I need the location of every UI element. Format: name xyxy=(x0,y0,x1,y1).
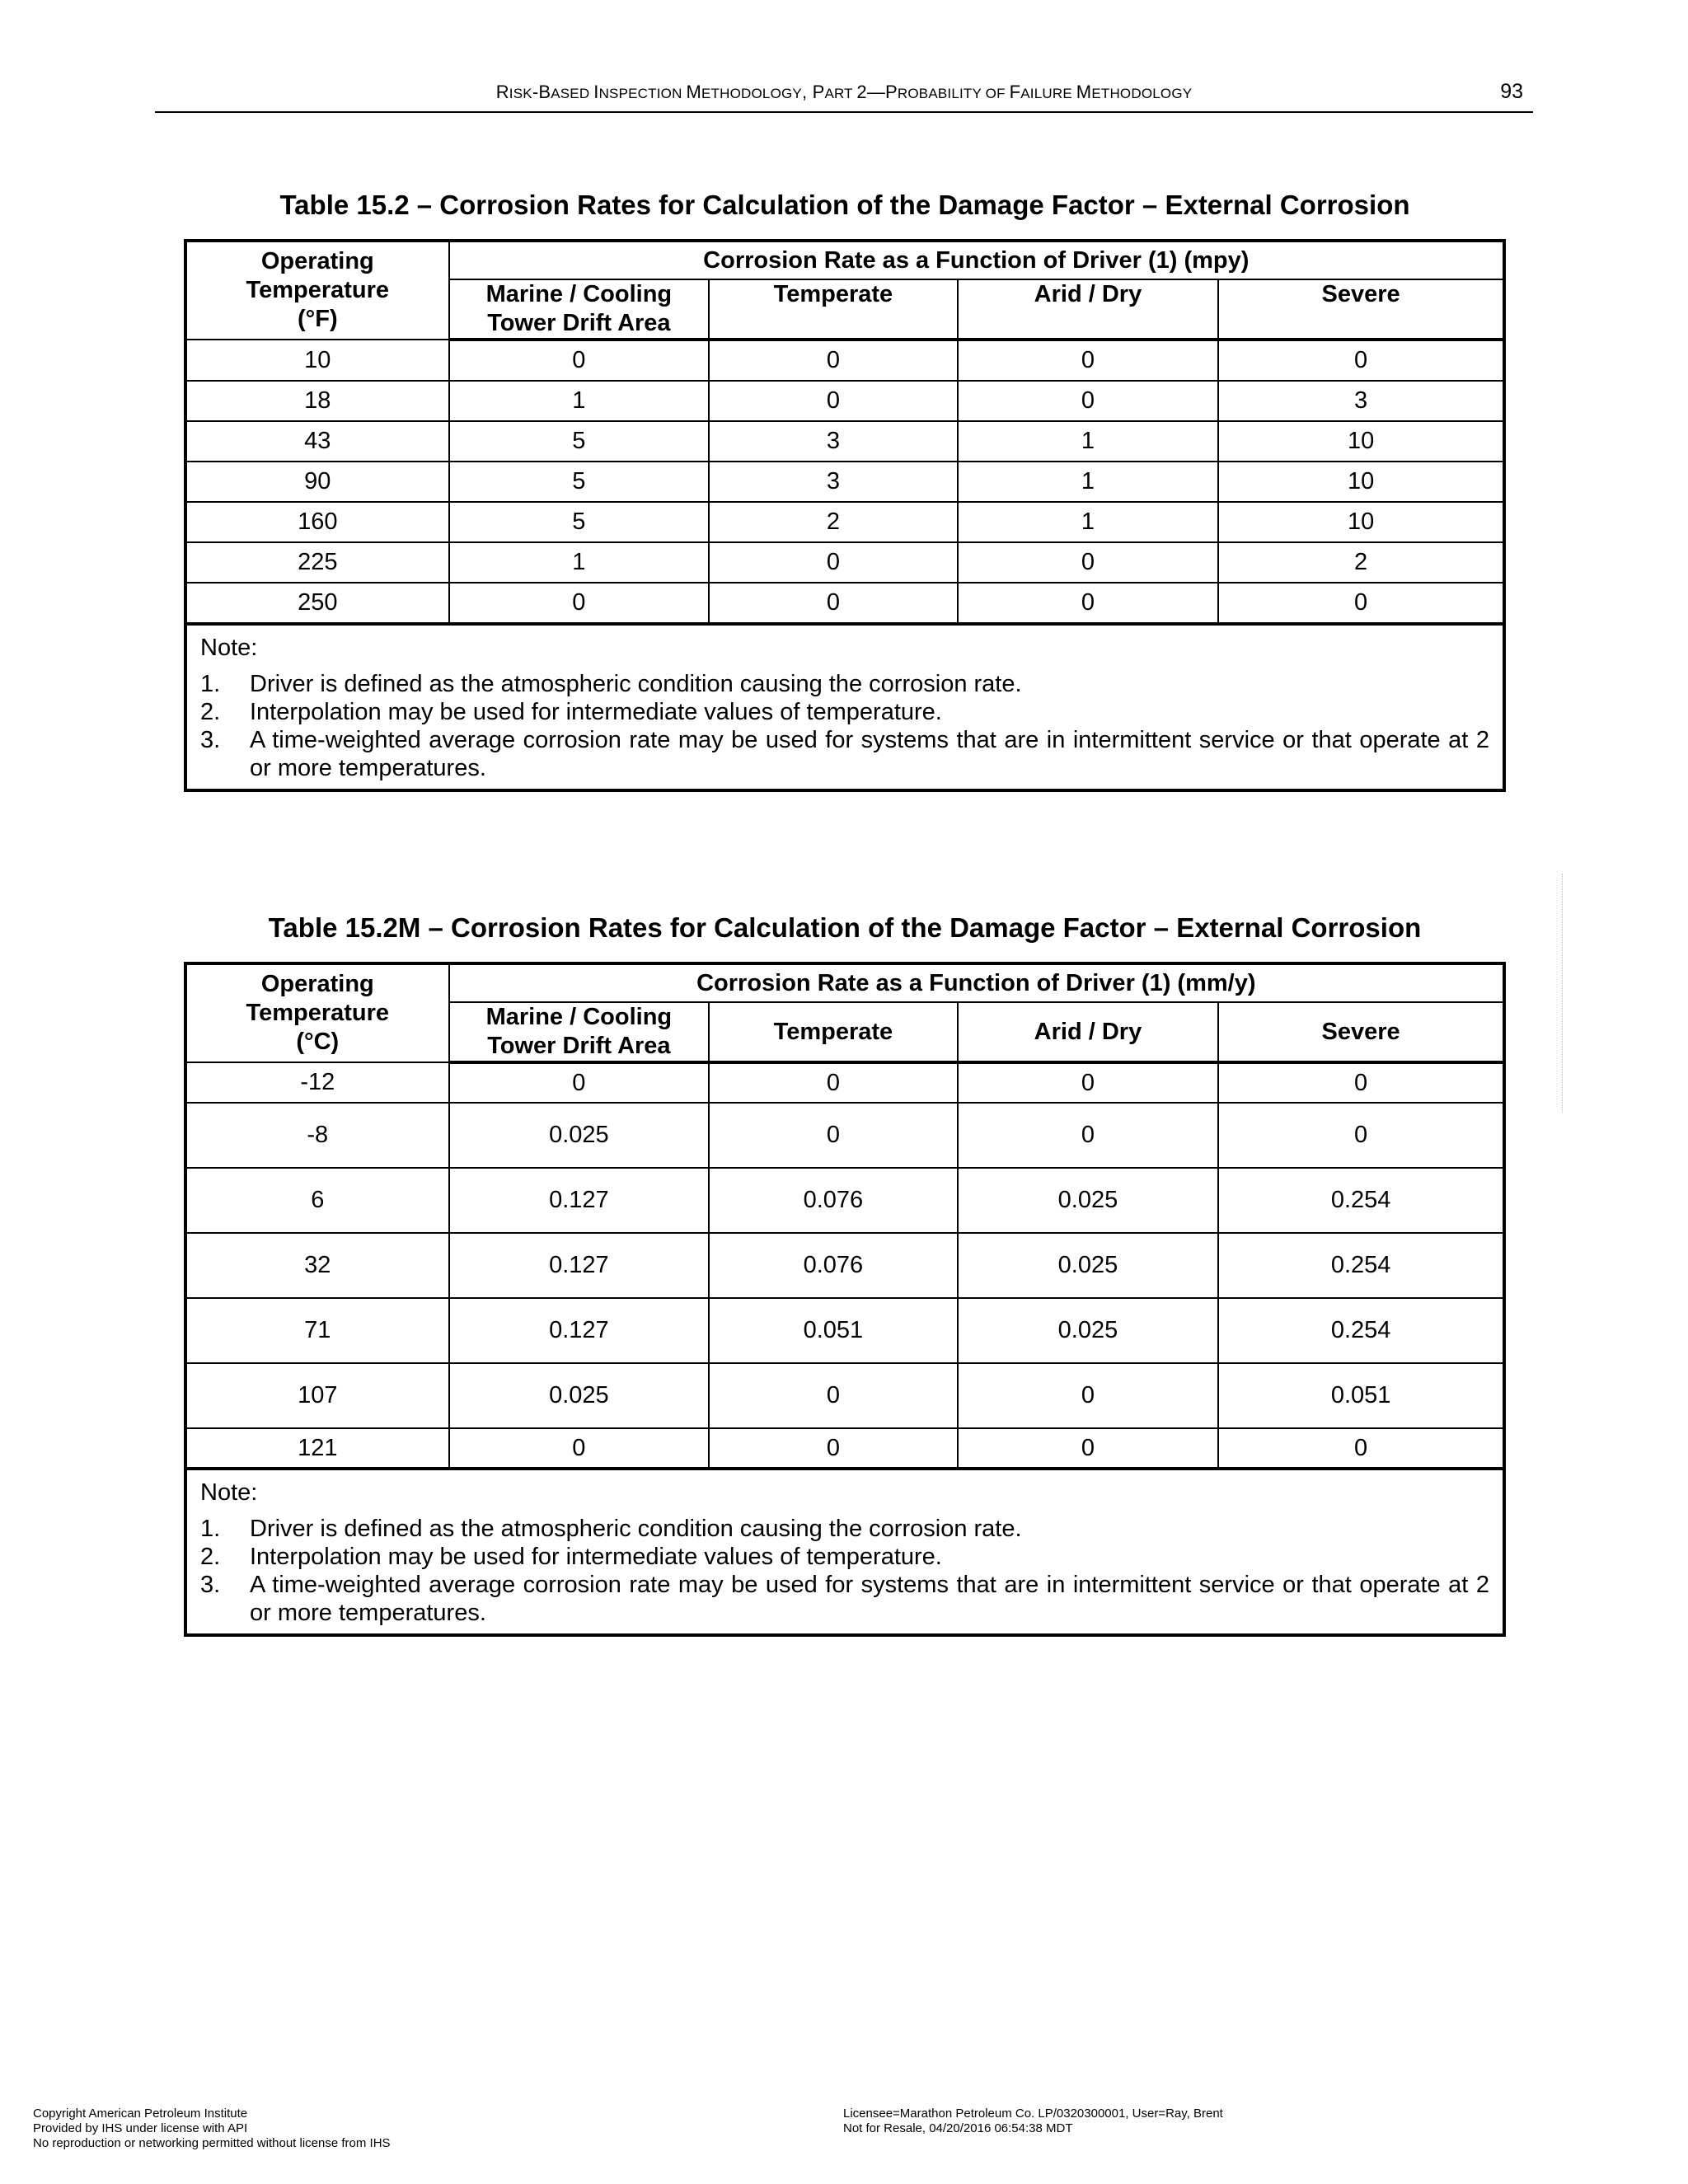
running-header xyxy=(155,78,1533,113)
table-row xyxy=(185,1363,1504,1428)
header-title-part: ASED xyxy=(551,86,594,101)
rate-cell: 0.025 xyxy=(958,1298,1219,1363)
note-text: Interpolation may be used for intermediate values of temperature. xyxy=(250,1544,942,1570)
table1-note-list xyxy=(200,670,1489,782)
rate-cell: 0.025 xyxy=(449,1103,710,1168)
header-title-part: M xyxy=(1076,82,1092,102)
temperature-cell: 32 xyxy=(185,1233,449,1298)
temperature-cell: -12 xyxy=(185,1062,449,1103)
note-text: A time-weighted average corrosion rate may be used for systems that are in intermittent service or that operate at 2 or more temperatures. xyxy=(250,727,1489,781)
table-row xyxy=(185,502,1504,542)
rate-cell: 0 xyxy=(709,1363,958,1428)
rate-cell: 0.127 xyxy=(449,1168,710,1233)
header-title-part: I xyxy=(593,82,599,102)
note-item xyxy=(200,698,1489,726)
note-number: 1. xyxy=(200,1516,221,1542)
rate-cell: 2 xyxy=(1218,542,1504,583)
temperature-cell: 225 xyxy=(185,542,449,583)
rate-cell: 0.254 xyxy=(1218,1233,1504,1298)
rate-cell: 0 xyxy=(449,1428,710,1469)
footer-line: No reproduction or networking permitted without license from IHS xyxy=(33,2136,391,2150)
rate-cell: 0 xyxy=(958,1363,1219,1428)
rate-cell: 0 xyxy=(958,1103,1219,1168)
rate-cell: 1 xyxy=(958,462,1219,502)
table-row xyxy=(185,1103,1504,1168)
header-line: (°F) xyxy=(297,306,338,332)
table-row xyxy=(185,421,1504,462)
rate-cell: 0 xyxy=(709,1428,958,1469)
rate-cell: 1 xyxy=(958,421,1219,462)
table1-col-marine: Marine / Cooling Tower Drift Area xyxy=(449,279,710,340)
rate-cell: 0.127 xyxy=(449,1298,710,1363)
rate-cell: 0.051 xyxy=(709,1298,958,1363)
footer-line: Provided by IHS under license with API xyxy=(33,2121,248,2135)
table2-corrosion-rates-mmy xyxy=(184,962,1506,1637)
temperature-cell: 90 xyxy=(185,462,449,502)
header-title-part: -B xyxy=(532,82,551,102)
table-row xyxy=(185,340,1504,381)
note-text: Driver is defined as the atmospheric condition causing the corrosion rate. xyxy=(250,1516,1022,1542)
temperature-cell: 43 xyxy=(185,421,449,462)
footer-license xyxy=(843,2107,1223,2136)
header-title-part: ETHODOLOGY xyxy=(1091,86,1193,101)
rate-cell: 0 xyxy=(709,542,958,583)
header-title-part: R xyxy=(495,82,509,102)
table2-note-list xyxy=(200,1515,1489,1627)
table-row xyxy=(185,583,1504,624)
table1-col-temperate: Temperate xyxy=(709,279,958,340)
header-title-part: ETHODOLOGY xyxy=(701,86,802,101)
temperature-cell: 250 xyxy=(185,583,449,624)
page-number: 93 xyxy=(1500,80,1523,103)
rate-cell: 0.254 xyxy=(1218,1298,1504,1363)
rate-cell: 0 xyxy=(958,381,1219,421)
footer-line: Copyright American Petroleum Institute xyxy=(33,2107,248,2121)
rate-cell: 0 xyxy=(449,583,710,624)
rate-cell: 3 xyxy=(709,462,958,502)
note-text: Interpolation may be used for intermediate values of temperature. xyxy=(250,699,942,725)
margin-watermark-mark xyxy=(1562,874,1566,1113)
table1-note-label: Note: xyxy=(200,635,258,661)
header-title-part: OF xyxy=(985,86,1010,101)
table-row xyxy=(185,1233,1504,1298)
note-text: Driver is defined as the atmospheric condition causing the corrosion rate. xyxy=(250,671,1022,697)
rate-cell: 5 xyxy=(449,421,710,462)
note-text: A time-weighted average corrosion rate may be used for systems that are in intermittent service or that operate at 2 or more temperatures. xyxy=(250,1572,1489,1626)
header-line: Temperature xyxy=(246,277,390,303)
temperature-cell: 107 xyxy=(185,1363,449,1428)
rate-cell: 0.076 xyxy=(709,1168,958,1233)
note-number: 2. xyxy=(200,1544,221,1570)
rate-cell: 0 xyxy=(1218,1103,1504,1168)
table2-col-arid: Arid / Dry xyxy=(958,1002,1219,1062)
temperature-cell: -8 xyxy=(185,1103,449,1168)
table1-col-severe: Severe xyxy=(1218,279,1504,340)
note-item xyxy=(200,1571,1489,1627)
table2-group-header: Corrosion Rate as a Function of Driver (1) (mm/y) xyxy=(449,963,1504,1002)
note-item xyxy=(200,1515,1489,1543)
rate-cell: 0.076 xyxy=(709,1233,958,1298)
note-number: 2. xyxy=(200,699,221,725)
header-title-part: ROBABILITY xyxy=(897,86,986,101)
rate-cell: 0.025 xyxy=(958,1233,1219,1298)
rate-cell: 0.051 xyxy=(1218,1363,1504,1428)
table1-col-arid: Arid / Dry xyxy=(958,279,1219,340)
rate-cell: 0 xyxy=(709,340,958,381)
header-line: Operating xyxy=(260,248,374,274)
header-title-part: NSPECTION xyxy=(598,86,687,101)
temperature-cell: 121 xyxy=(185,1428,449,1469)
rate-cell: 0 xyxy=(709,583,958,624)
rate-cell: 0 xyxy=(449,340,710,381)
running-header-title xyxy=(155,82,1533,103)
rate-cell: 0 xyxy=(709,381,958,421)
note-item xyxy=(200,670,1489,698)
header-line: Temperature xyxy=(246,1000,390,1026)
rate-cell: 10 xyxy=(1218,462,1504,502)
footer-line: Licensee=Marathon Petroleum Co. LP/0320300001, User=Ray, Brent xyxy=(843,2107,1223,2121)
footer-copyright xyxy=(33,2107,391,2151)
header-line: Operating xyxy=(260,971,374,997)
rate-cell: 0.025 xyxy=(958,1168,1219,1233)
rate-cell: 1 xyxy=(958,502,1219,542)
table2-col-operating-temperature xyxy=(185,963,449,1062)
table2-notes xyxy=(185,1469,1504,1635)
rate-cell: 10 xyxy=(1218,502,1504,542)
table-row xyxy=(185,542,1504,583)
header-title-part: , P xyxy=(801,82,825,102)
table-row xyxy=(185,462,1504,502)
rate-cell: 0 xyxy=(958,583,1219,624)
rate-cell: 0.254 xyxy=(1218,1168,1504,1233)
temperature-cell: 10 xyxy=(185,340,449,381)
table2-col-severe: Severe xyxy=(1218,1002,1504,1062)
temperature-cell: 71 xyxy=(185,1298,449,1363)
table2-col-temperate: Temperate xyxy=(709,1002,958,1062)
header-line: (°C) xyxy=(296,1029,340,1055)
rate-cell: 0 xyxy=(1218,583,1504,624)
table1-notes xyxy=(185,624,1504,790)
table2-col-marine: Marine / Cooling Tower Drift Area xyxy=(449,1002,710,1062)
rate-cell: 0 xyxy=(1218,1428,1504,1469)
rate-cell: 5 xyxy=(449,502,710,542)
note-item xyxy=(200,1543,1489,1571)
rate-cell: 2 xyxy=(709,502,958,542)
note-number: 3. xyxy=(200,1572,221,1598)
table1-group-header: Corrosion Rate as a Function of Driver (1) (mpy) xyxy=(449,241,1504,279)
rate-cell: 0 xyxy=(709,1062,958,1103)
header-title-part: ISK xyxy=(509,86,532,101)
temperature-cell: 18 xyxy=(185,381,449,421)
rate-cell: 0 xyxy=(958,542,1219,583)
rate-cell: 0.025 xyxy=(449,1363,710,1428)
temperature-cell: 6 xyxy=(185,1168,449,1233)
header-title-part: ART xyxy=(824,86,857,101)
footer-line: Not for Resale, 04/20/2016 06:54:38 MDT xyxy=(843,2121,1073,2135)
table-row xyxy=(185,1298,1504,1363)
table-row xyxy=(185,381,1504,421)
rate-cell: 0 xyxy=(958,1062,1219,1103)
temperature-cell: 160 xyxy=(185,502,449,542)
note-item xyxy=(200,726,1489,782)
header-title-part: AILURE xyxy=(1020,86,1076,101)
rate-cell: 0 xyxy=(1218,340,1504,381)
table1-corrosion-rates-mpy xyxy=(184,239,1506,792)
rate-cell: 3 xyxy=(709,421,958,462)
rate-cell: 5 xyxy=(449,462,710,502)
header-title-part: 2—P xyxy=(856,82,898,102)
table1-col-operating-temperature xyxy=(185,241,449,340)
rate-cell: 3 xyxy=(1218,381,1504,421)
table-row xyxy=(185,1428,1504,1469)
table-row xyxy=(185,1062,1504,1103)
rate-cell: 0 xyxy=(1218,1062,1504,1103)
rate-cell: 10 xyxy=(1218,421,1504,462)
rate-cell: 0.127 xyxy=(449,1233,710,1298)
rate-cell: 0 xyxy=(958,340,1219,381)
table1-caption: Table 15.2 – Corrosion Rates for Calculation of the Damage Factor – External Corrosion xyxy=(279,190,1410,220)
header-title-part: M xyxy=(686,82,701,102)
rate-cell: 1 xyxy=(449,381,710,421)
rate-cell: 0 xyxy=(449,1062,710,1103)
table-row xyxy=(185,1168,1504,1233)
note-number: 3. xyxy=(200,727,221,753)
rate-cell: 0 xyxy=(709,1103,958,1168)
header-title-part: F xyxy=(1009,82,1021,102)
rate-cell: 1 xyxy=(449,542,710,583)
table2-caption: Table 15.2M – Corrosion Rates for Calculation of the Damage Factor – External Corrosion xyxy=(268,912,1422,943)
table2-note-label: Note: xyxy=(200,1479,258,1506)
rate-cell: 0 xyxy=(958,1428,1219,1469)
note-number: 1. xyxy=(200,671,221,697)
